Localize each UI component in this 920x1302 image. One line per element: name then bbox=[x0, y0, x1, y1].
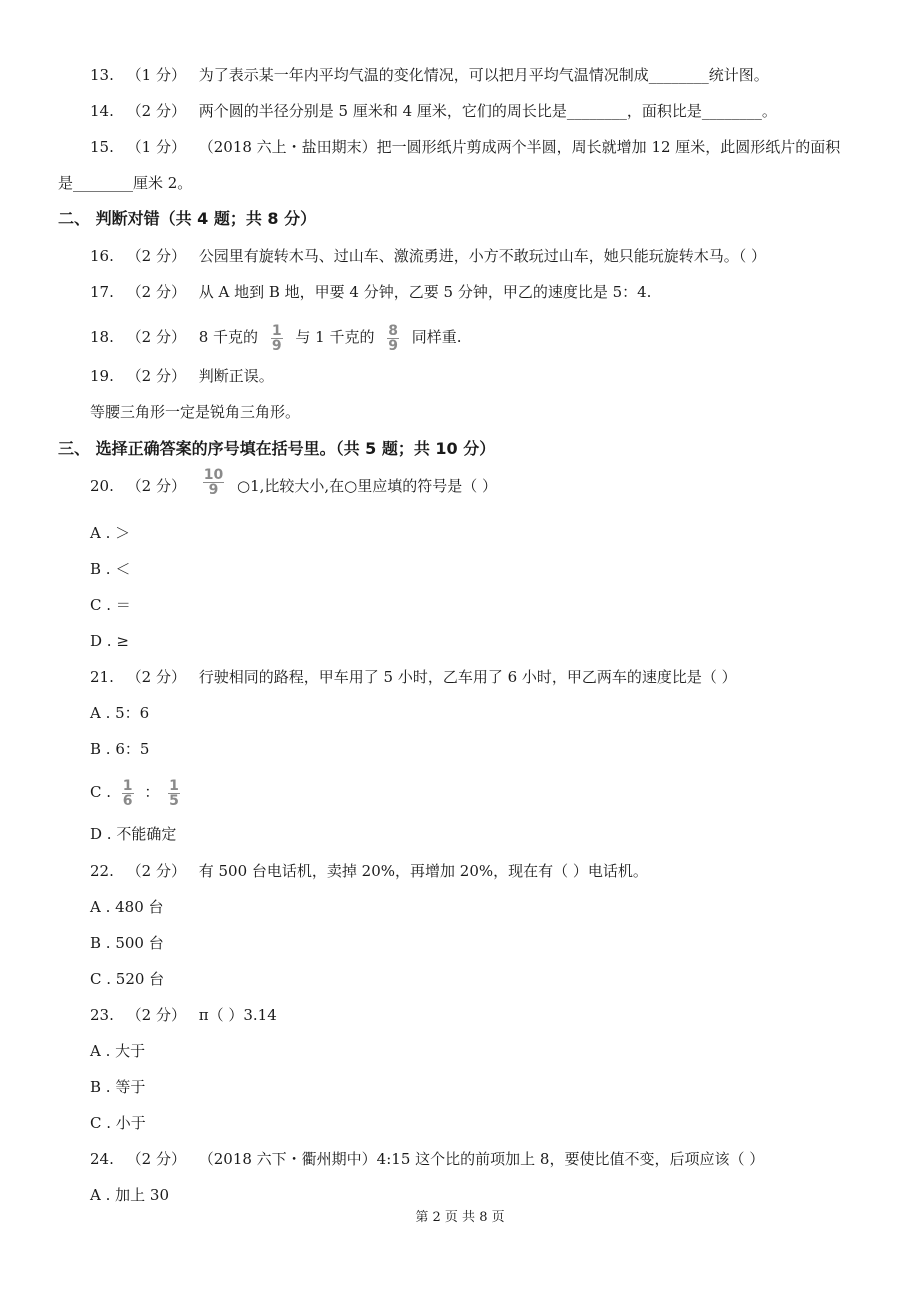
question-score: （2 分） bbox=[126, 102, 186, 120]
ratio-separator: ： bbox=[144, 783, 160, 801]
fraction-one-sixth bbox=[122, 779, 134, 808]
question-16 bbox=[90, 246, 766, 266]
fraction-denominator: 9 bbox=[271, 337, 282, 354]
option-a[interactable]: A . 大于 bbox=[90, 1042, 146, 1060]
question-text: 是________厘米 2。 bbox=[58, 174, 193, 192]
fraction-numerator: 1 bbox=[169, 777, 179, 794]
question-15 bbox=[90, 137, 840, 157]
question-text: 与 1 千克的 bbox=[295, 328, 375, 346]
question-score: （2 分） bbox=[126, 1150, 186, 1168]
question-score: （2 分） bbox=[126, 367, 186, 385]
option-d[interactable]: D . 不能确定 bbox=[90, 825, 177, 843]
fraction-numerator: 1 bbox=[122, 777, 133, 794]
option-d[interactable]: D . ≥ bbox=[90, 632, 129, 650]
question-score: （2 分） bbox=[126, 1006, 186, 1024]
question-text: 行驶相同的路程，甲车用了 5 小时，乙车用了 6 小时，甲乙两车的速度比是（ ） bbox=[198, 668, 737, 686]
question-number: 16. bbox=[90, 247, 114, 265]
fraction-one-ninth bbox=[271, 324, 283, 353]
option-b[interactable]: B . 500 台 bbox=[90, 934, 164, 952]
question-number: 20. bbox=[90, 477, 114, 495]
question-number: 23. bbox=[90, 1006, 114, 1024]
question-number: 18. bbox=[90, 328, 114, 346]
question-18 bbox=[90, 317, 462, 357]
question-score: （1 分） bbox=[126, 66, 186, 84]
question-text: 从 A 地到 B 地，甲要 4 分钟，乙要 5 分钟，甲乙的速度比是 5：4. bbox=[198, 283, 652, 301]
option-a[interactable]: A . 480 台 bbox=[90, 898, 164, 916]
fraction-numerator: 1 bbox=[271, 322, 282, 339]
question-number: 14. bbox=[90, 102, 114, 120]
question-15-continued bbox=[58, 173, 192, 193]
question-text: π（ ）3.14 bbox=[198, 1006, 277, 1024]
fraction-ten-ninths bbox=[203, 468, 224, 497]
question-19-statement: 等腰三角形一定是锐角三角形。 bbox=[90, 403, 301, 421]
question-14 bbox=[90, 101, 777, 121]
question-24 bbox=[90, 1149, 764, 1169]
question-number: 17. bbox=[90, 283, 114, 301]
question-score: （2 分） bbox=[126, 477, 186, 495]
fraction-denominator: 6 bbox=[122, 792, 133, 809]
question-number: 21. bbox=[90, 668, 114, 686]
question-score: （2 分） bbox=[126, 283, 186, 301]
option-b[interactable]: B . ＜ bbox=[90, 560, 131, 578]
section-heading-3: 三、 选择正确答案的序号填在括号里。（共 5 题；共 10 分） bbox=[58, 439, 496, 458]
question-score: （2 分） bbox=[126, 247, 186, 265]
option-a[interactable]: A . ＞ bbox=[90, 524, 131, 542]
question-score: （2 分） bbox=[126, 862, 186, 880]
question-number: 24. bbox=[90, 1150, 114, 1168]
option-a[interactable]: A . 5：6 bbox=[90, 704, 150, 722]
question-text: （2018 六上・盐田期末）把一圆形纸片剪成两个半圆，周长就增加 12 厘米，此圆形纸片的面积 bbox=[198, 138, 841, 156]
fraction-one-fifth bbox=[168, 779, 180, 808]
question-text: 判断正误。 bbox=[198, 367, 274, 385]
question-text: 两个圆的半径分别是 5 厘米和 4 厘米，它们的周长比是________，面积比是________。 bbox=[198, 102, 777, 120]
question-number: 19. bbox=[90, 367, 114, 385]
fraction-denominator: 5 bbox=[169, 792, 179, 809]
option-b[interactable]: B . 等于 bbox=[90, 1078, 146, 1096]
fraction-eight-ninths bbox=[387, 324, 399, 353]
question-score: （2 分） bbox=[126, 328, 186, 346]
question-20 bbox=[90, 466, 497, 506]
option-b[interactable]: B . 6：5 bbox=[90, 740, 150, 758]
option-c[interactable] bbox=[90, 772, 184, 812]
question-text: （2018 六下・衢州期中）4:15 这个比的前项加上 8，要使比值不变，后项应该（ ） bbox=[198, 1150, 765, 1168]
question-number: 13. bbox=[90, 66, 114, 84]
option-c[interactable]: C . 520 台 bbox=[90, 970, 165, 988]
question-23 bbox=[90, 1005, 277, 1025]
question-text: 同样重. bbox=[411, 328, 462, 346]
question-number: 22. bbox=[90, 862, 114, 880]
question-17 bbox=[90, 282, 651, 302]
question-text: 为了表示某一年内平均气温的变化情况，可以把月平均气温情况制成________统计图。 bbox=[198, 66, 769, 84]
question-13 bbox=[90, 65, 769, 85]
section-heading-2: 二、 判断对错（共 4 题；共 8 分） bbox=[58, 209, 317, 228]
option-c[interactable]: C . ＝ bbox=[90, 596, 131, 614]
question-score: （2 分） bbox=[126, 668, 186, 686]
page-footer: 第 2 页 共 8 页 bbox=[415, 1210, 505, 1225]
question-22 bbox=[90, 861, 648, 881]
fraction-numerator: 10 bbox=[203, 467, 224, 483]
fraction-numerator: 8 bbox=[388, 322, 398, 339]
fraction-denominator: 9 bbox=[203, 482, 224, 497]
fraction-denominator: 9 bbox=[388, 337, 398, 354]
question-text: 8 千克的 bbox=[198, 328, 259, 346]
question-21 bbox=[90, 667, 737, 687]
question-19 bbox=[90, 366, 274, 386]
question-text: 有 500 台电话机，卖掉 20%，再增加 20%，现在有（ ）电话机。 bbox=[198, 862, 648, 880]
question-score: （1 分） bbox=[126, 138, 186, 156]
option-c[interactable]: C . 小于 bbox=[90, 1114, 146, 1132]
option-a[interactable]: A . 加上 30 bbox=[90, 1186, 169, 1204]
question-number: 15. bbox=[90, 138, 114, 156]
question-text: 公园里有旋转木马、过山车、激流勇进，小方不敢玩过山车，她只能玩旋转木马。（ ） bbox=[198, 247, 767, 265]
question-text: ○1,比较大小,在○里应填的符号是（ ） bbox=[237, 477, 498, 495]
option-label: C . bbox=[90, 783, 112, 801]
